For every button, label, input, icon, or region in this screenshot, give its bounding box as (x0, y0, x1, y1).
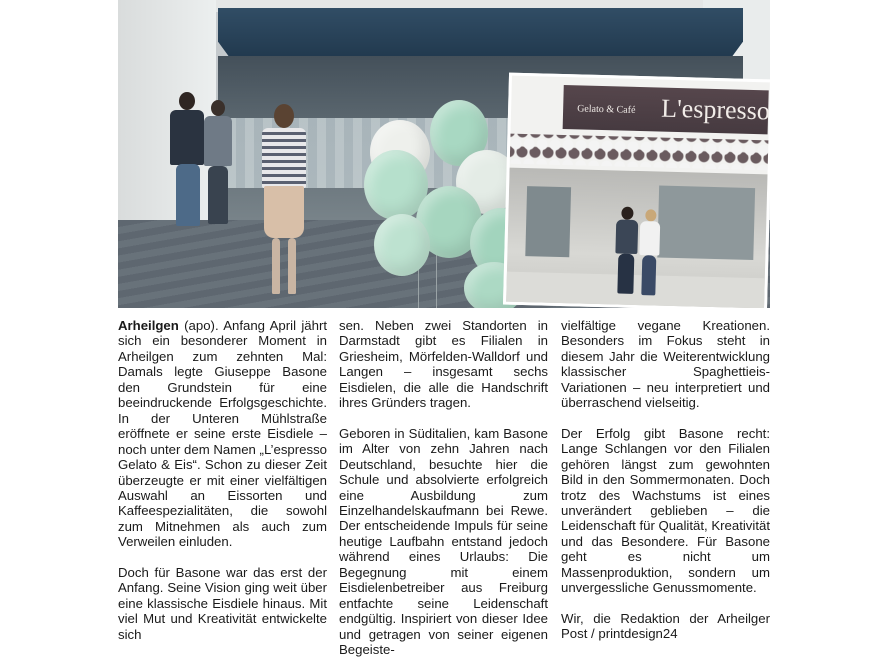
article-column-3 (561, 318, 770, 642)
paragraph-text: Geboren in Süditalien, kam Basone im Alter von zehn Jahren nach Deutschland, besuchte hier die Schule und absolvierte erfolgreich eine Ausbildung zum Einzelhandelskaufmann bei Rewe. Der entscheidende Impuls für seine heutige Laufbahn entstand jedoch während eines Urlaubs: Die Begegnung mit einem Eisdielenbetreiber aus Freiburg entfachte seine Leidenschaft endgültig. Inspiriert von dieser Idee und getragen von seiner eigenen Begeiste- (339, 425, 548, 658)
shop-awning (218, 8, 743, 56)
balloon (374, 214, 430, 276)
paragraph-text: Doch für Basone war das erst der Anfang. Seine Vision ging weit über eine klassische Eisdiele hinaus. Mit viel Mut und Kreativität entwickelte sich (118, 564, 327, 642)
dateline: Arheilgen (118, 318, 179, 333)
paragraph-text: Der Erfolg gibt Basone recht: Lange Schlangen vor den Filialen gehören längst zum gewohnten Bild in den Sommermonaten. Doch trotz des Wachstums ist eines unverändert geblieben – die Leidenschaft für Qualität, Kreativität und das Besondere. Für Basone geht es nicht um Massenproduktion, sondern um unvergessliche Genussmomente. (561, 425, 770, 596)
article-photo (118, 0, 770, 308)
balloon-garland (510, 134, 770, 171)
inset-photo-shop (503, 73, 770, 308)
paragraph (339, 426, 548, 658)
owner-figure (638, 209, 660, 297)
article-column-1 (118, 318, 327, 642)
paragraph-text: sen. Neben zwei Standorten in Darmstadt gibt es Filialen in Griesheim, Mörfelden-Walldorf und Langen – insgesamt sechs Eisdielen, die alle die Handschrift ihres Gründers tragen. (339, 318, 548, 411)
customer-figure (258, 104, 310, 300)
paragraph-text: (apo). Anfang April jährt sich ein besonderer Moment in Arheilgen zum zehnten Mal: Damals legte Giuseppe Basone den Grundstein für eine beeindruckende Erfolgsgeschichte. In der Unteren Mühlstraße eröffnete er seine erste Eisdiele – noch unter dem Namen „L’espresso Gelato & Eis“. Schon zu dieser Zeit überzeugte er mit einer vielfältigen Auswahl an Eissorten und Kaffeespezialitäten, die sowohl zum Mitnehmen als auch zum Verweilen einluden. (118, 318, 327, 550)
paragraph-text: Wir, die Redaktion der Arheilger Post / printdesign24 (561, 610, 770, 642)
shop-sign-name: L'espresso (660, 93, 770, 126)
shop-sign (563, 85, 769, 134)
paragraph (561, 318, 770, 411)
article-column-2 (339, 318, 548, 658)
customer-figure (204, 100, 232, 228)
owner-figure (614, 206, 638, 297)
paragraph-text: vielfältige vegane Kreationen. Besonders im Fokus steht in diesem Jahr die Weiterentwicklung klassischer Spaghettieis-Variationen – neu interpretiert und überraschend vielseitig. (561, 318, 770, 411)
shop-sign-subtitle: Gelato & Café (577, 103, 636, 116)
customer-figure (170, 92, 204, 232)
shop-window (657, 186, 755, 260)
paragraph (339, 318, 548, 411)
shop-window (525, 186, 571, 257)
paragraph (561, 426, 770, 596)
paragraph (561, 611, 770, 642)
paragraph (118, 318, 327, 550)
paragraph (118, 565, 327, 642)
